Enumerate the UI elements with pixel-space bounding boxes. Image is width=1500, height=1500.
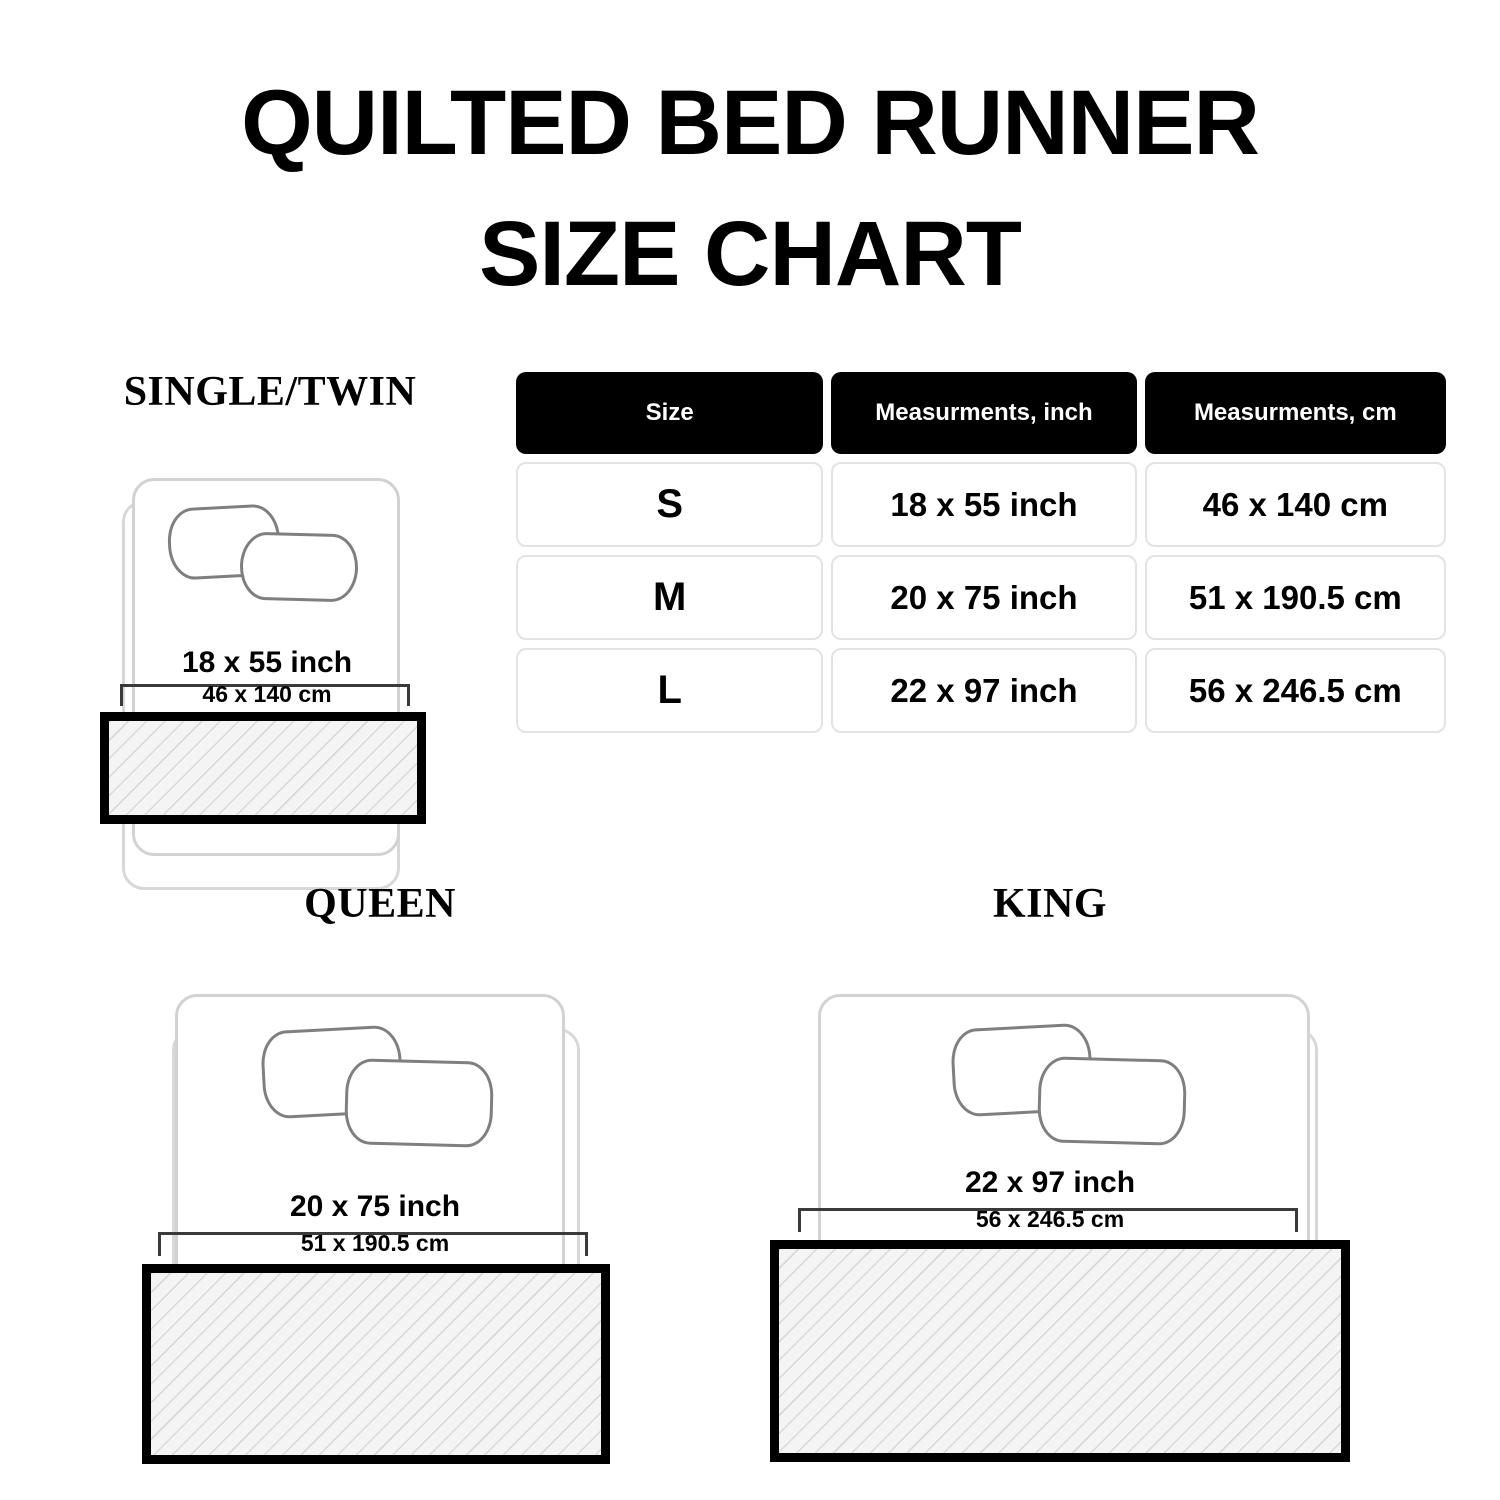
pillow-front-single xyxy=(239,531,359,602)
dim-cm-single: 46 x 140 cm xyxy=(202,681,332,707)
bed-runner-queen xyxy=(142,1264,610,1464)
bed-diagram-queen xyxy=(120,880,640,1500)
pillow-front-queen xyxy=(344,1058,494,1148)
page-title xyxy=(0,58,1500,319)
title-line-2: SIZE CHART xyxy=(479,202,1021,305)
table-header-size: Size xyxy=(516,372,823,454)
title-line-1: QUILTED BED RUNNER xyxy=(241,72,1259,174)
table-header-row xyxy=(516,372,1446,454)
dim-inch-king: 22 x 97 inch xyxy=(964,1166,1136,1199)
bed-label-single-twin: SINGLE/TWIN xyxy=(123,369,417,415)
table-row xyxy=(516,648,1446,733)
bed-label-king: KING xyxy=(992,881,1107,927)
size-table xyxy=(516,372,1446,741)
cell-cm-l: 56 x 246.5 cm xyxy=(1145,648,1446,733)
cell-inch-m: 20 x 75 inch xyxy=(831,555,1136,640)
dim-cm-queen: 51 x 190.5 cm xyxy=(300,1230,450,1256)
pillow-front-king xyxy=(1037,1056,1187,1146)
bed-diagram-single-twin xyxy=(60,368,480,908)
cell-inch-s: 18 x 55 inch xyxy=(831,462,1136,547)
table-row xyxy=(516,462,1446,547)
cell-cm-m: 51 x 190.5 cm xyxy=(1145,555,1446,640)
table-header-inch: Measurments, inch xyxy=(831,372,1136,454)
cell-inch-l: 22 x 97 inch xyxy=(831,648,1136,733)
table-header-cm: Measurments, cm xyxy=(1145,372,1446,454)
bed-runner-single xyxy=(100,712,426,824)
dim-inch-single: 18 x 55 inch xyxy=(181,646,353,679)
bed-label-queen: QUEEN xyxy=(304,881,456,927)
dim-inch-queen: 20 x 75 inch xyxy=(289,1190,461,1223)
cell-size-l: L xyxy=(516,648,823,733)
cell-size-m: M xyxy=(516,555,823,640)
bed-diagram-king xyxy=(770,880,1330,1500)
bed-runner-king xyxy=(770,1240,1350,1462)
table-row xyxy=(516,555,1446,640)
dim-cm-king: 56 x 246.5 cm xyxy=(975,1206,1125,1232)
cell-size-s: S xyxy=(516,462,823,547)
cell-cm-s: 46 x 140 cm xyxy=(1145,462,1446,547)
